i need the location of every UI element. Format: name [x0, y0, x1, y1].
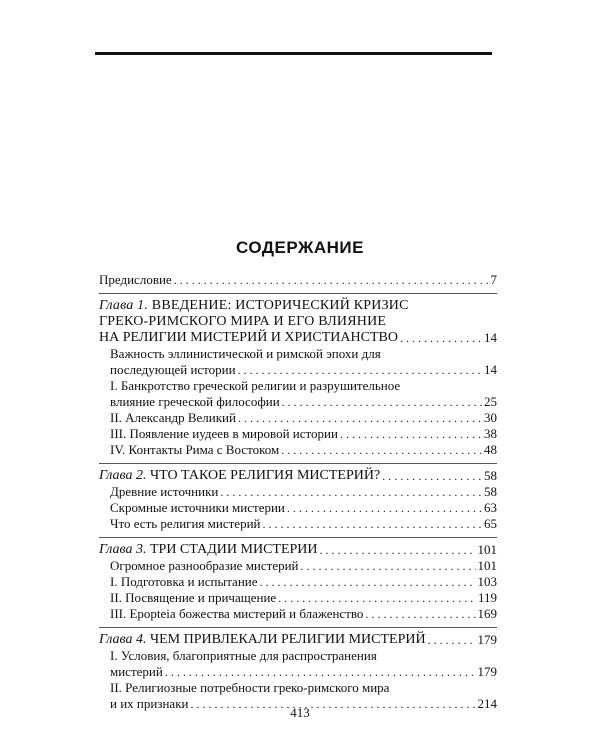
page-number: 103 [477, 574, 497, 589]
page-number: 179 [477, 664, 497, 679]
dot-leader [320, 542, 476, 558]
chapter-title-line: ВВЕДЕНИЕ: ИСТОРИЧЕСКИЙ КРИЗИС [151, 298, 409, 313]
entry-title: мистерий [110, 664, 163, 679]
page-number: 25 [484, 394, 497, 409]
toc-entry-section[interactable] [99, 500, 497, 516]
page-number: 7 [490, 272, 497, 287]
page-number: 30 [484, 410, 497, 425]
divider [99, 537, 497, 538]
chapter-1-heading[interactable] [99, 298, 497, 314]
dot-leader [260, 574, 476, 590]
toc-entry-section[interactable] [99, 426, 497, 442]
section-line: Важность эллинистической и римской эпохи для [110, 346, 381, 361]
page-number: 179 [477, 632, 497, 647]
dot-leader [238, 410, 482, 426]
entry-title: Что есть религия мистерий [110, 516, 261, 531]
dot-leader [400, 330, 482, 346]
page-number: 63 [484, 500, 497, 515]
entry-title: II. Александр Великий [110, 410, 236, 425]
entry-title: Скромные источники мистерии [110, 500, 285, 515]
page-number: 14 [484, 362, 497, 377]
entry-title: и их признаки [110, 696, 189, 711]
chapter-3-heading[interactable] [99, 542, 497, 558]
dot-leader [238, 362, 482, 378]
page-number: 101 [477, 558, 497, 573]
page-number: 65 [484, 516, 497, 531]
toc-entry-section[interactable] [99, 362, 497, 378]
chapter-label: Глава 1. [99, 298, 149, 313]
entry-title: Древние источники [110, 484, 219, 499]
toc-entry-section[interactable] [99, 664, 497, 680]
chapter-label: Глава 2. [99, 468, 147, 483]
dot-leader [365, 606, 475, 622]
chapter-4-heading[interactable] [99, 632, 497, 648]
top-rule [95, 52, 492, 55]
toc-entry-section[interactable] [99, 558, 497, 574]
page-number: 169 [477, 606, 497, 621]
toc-entry-section[interactable] [99, 574, 497, 590]
dot-leader [287, 500, 482, 516]
page-number: 14 [484, 330, 497, 345]
toc-entry-section[interactable] [99, 394, 497, 410]
dot-leader [382, 468, 482, 484]
chapter-title-line: ГРЕКО-РИМСКОГО МИРА И ЕГО ВЛИЯНИЕ [99, 314, 387, 329]
dot-leader [165, 664, 476, 680]
section-line: I. Банкротство греческой религии и разрушительное [110, 378, 401, 393]
chapter-2-heading[interactable] [99, 468, 497, 484]
dot-leader [281, 442, 482, 458]
chapter-title: ЧТО ТАКОЕ РЕЛИГИЯ МИСТЕРИЙ? [149, 468, 381, 483]
page-number: 214 [477, 696, 497, 711]
page-title: СОДЕРЖАНИЕ [236, 238, 364, 257]
dot-leader [340, 426, 482, 442]
dot-leader [428, 632, 476, 648]
page-number: 119 [477, 590, 497, 605]
entry-title: III. Epopteia божества мистерий и блаженство [110, 606, 364, 621]
page-footer-number: 413 [290, 705, 310, 720]
entry-title: влияние греческой философии [110, 394, 280, 409]
entry-title: II. Посвящение и причащение [110, 590, 277, 605]
page-number: 58 [484, 468, 497, 483]
toc-entry-section[interactable] [99, 442, 497, 458]
table-of-contents [99, 272, 497, 712]
entry-title: Огромное разнообразие мистерий [110, 558, 299, 573]
toc-entry-preface[interactable] [99, 272, 497, 288]
entry-title: III. Появление иудеев в мировой истории [110, 426, 338, 441]
dot-leader [220, 484, 482, 500]
page-number: 101 [477, 542, 497, 557]
entry-title: Предисловие [99, 272, 172, 287]
dot-leader [262, 516, 482, 532]
page-number: 48 [484, 442, 497, 457]
chapter-title-line: НА РЕЛИГИИ МИСТЕРИЙ И ХРИСТИАНСТВО [99, 330, 398, 345]
page-number: 58 [484, 484, 497, 499]
chapter-title-last-line[interactable] [99, 330, 497, 346]
toc-entry-section[interactable] [99, 590, 497, 606]
section-line: II. Религиозные потребности греко-римского мира [110, 680, 390, 695]
toc-entry-section[interactable] [99, 606, 497, 622]
chapter-label: Глава 3. [99, 542, 147, 557]
page-number: 38 [484, 426, 497, 441]
toc-entry-section[interactable] [99, 516, 497, 532]
entry-title: IV. Контакты Рима с Востоком [110, 442, 280, 457]
divider [99, 627, 497, 628]
dot-leader [174, 272, 489, 288]
toc-entry-section[interactable] [99, 410, 497, 426]
section-line: I. Условия, благоприятные для распространения [110, 648, 377, 663]
toc-entry-section[interactable] [99, 484, 497, 500]
dot-leader [282, 394, 482, 410]
divider [99, 463, 497, 464]
dot-leader [278, 590, 476, 606]
dot-leader [301, 558, 476, 574]
entry-title: I. Подготовка и испытание [110, 574, 258, 589]
entry-title: последующей истории [110, 362, 236, 377]
chapter-label: Глава 4. [99, 632, 147, 647]
divider [99, 293, 497, 294]
chapter-title: ТРИ СТАДИИ МИСТЕРИИ [149, 542, 318, 557]
chapter-title: ЧЕМ ПРИВЛЕКАЛИ РЕЛИГИИ МИСТЕРИЙ [149, 632, 426, 647]
